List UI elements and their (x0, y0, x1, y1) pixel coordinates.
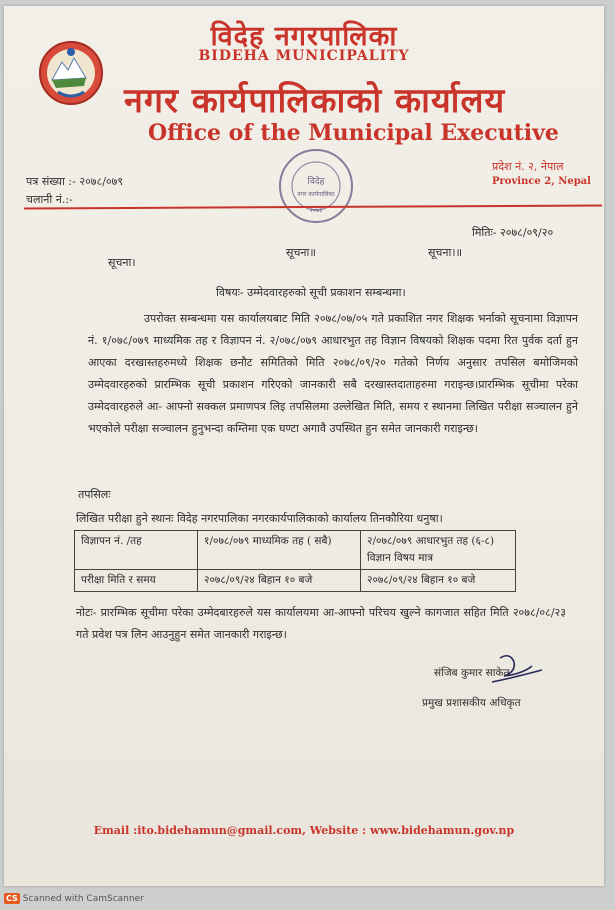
table-row (75, 531, 516, 570)
body-paragraph: उपरोक्त सम्बन्धमा यस कार्यालयबाट मिति २०७८/०७/०५ गते प्रकाशित नगर शिक्षक भर्नाको सूचनामा विज्ञापन नं. १/०७८/०७९ माध्यमिक तह र विज्ञापन नं. २/०७८/०७९ आधारभुत तह विज्ञान विषयको शिक्षक पदमा रित पुर्वक दर्ता हुन आएका दरखास्तहरुमध्ये शिक्षक छनौट समितिको मिति २०७८/०९/२० गतेको निर्णय अनुसार तपसिल बमोजिमको उम्मेदवारहरुको प्रारम्भिक सूची प्रकाशन गरिएको जानकारी सबै दरखास्तदाताहरुमा गराइन्छ।प्रारम्भिक सूचीमा परेका उम्मेदवारहरुले आ- आफ्नो सक्कल प्रमाणपत्र लिइ तपसिलमा उल्लेखित मिति, समय र स्थानमा लिखित परीक्षा सञ्चालन हुने भएकोले परीक्षा सञ्चालन हुनुभन्दा कम्तिमा एक घण्टा अगावै उपस्थित हुन समेत जानकारी गराइन्छ। (88, 312, 578, 435)
letter-date: मितिः- २०७८/०९/२० (472, 226, 554, 239)
office-stamp-icon (276, 146, 356, 226)
footer-website[interactable]: www.bidehamun.gov.np (370, 824, 515, 837)
notice-label-2: सूचना॥ (286, 246, 316, 259)
exam-place: लिखित परीक्षा हुने स्थानः विदेह नगरपालिका नगरकार्यपालिकाको कार्यालय तिनकौरिया धनुषा। (76, 512, 443, 525)
notice-label-3: सूचना।॥ (428, 246, 463, 259)
signatory-title: प्रमुख प्रशासकीय अधिकृत (422, 697, 521, 709)
municipality-name-np: विदेह नगरपालिका (210, 21, 398, 52)
signatory-name: संजिब कुमार साकेत (434, 667, 510, 679)
table-cell: १/०७८/०७९ माध्यमिक तह ( सबै) (198, 531, 361, 570)
stamp-text-2: नगर कार्यपालिका (297, 191, 335, 198)
province-en: Province 2, Nepal (492, 176, 591, 187)
reference-number: पत्र संख्या :- २०७८/०७९ (26, 175, 124, 188)
table-cell: परीक्षा मिति र समय (75, 570, 198, 592)
stamp-text-3: २०७३ (309, 207, 323, 214)
stamp-text-1: विदेह (307, 177, 325, 187)
note-paragraph: नोटः- प्रारम्भिक सूचीमा परेका उम्मेदबारहरुले यस कार्यालयमा आ-आफ्नो परिचय खुल्ने कागजात सहित मिति २०७८/०८/२३ गते प्रवेश पत्र लिन आउनुहुन समेत जानकारी गराइन्छ। (76, 606, 566, 641)
letter-page (4, 6, 604, 886)
exam-schedule-table (74, 530, 516, 592)
scanner-watermark: CS Scanned with CamScanner (6, 894, 144, 904)
municipality-name-en: BIDEHA MUNICIPALITY (198, 48, 410, 64)
camscanner-icon: CS (6, 894, 18, 903)
footer-email[interactable]: ito.bidehamun@gmail.com (137, 824, 303, 837)
footer-contact: Email :ito.bidehamun@gmail.com, Website : www.bidehamun.gov.np (93, 824, 515, 837)
subject-line: विषयः- उम्मेदवारहरुको सूची प्रकाशन सम्बन्धमा। (216, 286, 406, 299)
notice-label-1: सूचना। (108, 256, 136, 269)
province-np: प्रदेश नं. २, नेपाल (492, 160, 564, 173)
tapasil-label: तपसिलः (78, 488, 111, 501)
table-cell: २०७८/०९/२४ बिहान १० बजे (198, 570, 361, 592)
office-title-en: Office of the Municipal Executive (148, 120, 559, 146)
table-cell: २०७८/०९/२४ बिहान १० बजे (361, 570, 516, 592)
table-cell: २/०७८/०७९ आधारभुत तह (६-८) विज्ञान विषय मात्र (361, 531, 516, 570)
dispatch-number: चलानी नं.:- (26, 193, 73, 206)
table-row (75, 570, 516, 592)
table-cell: विज्ञापन नं. /तह (75, 531, 198, 570)
office-title-np: नगर कार्यपालिकाको कार्यालय (124, 81, 506, 121)
